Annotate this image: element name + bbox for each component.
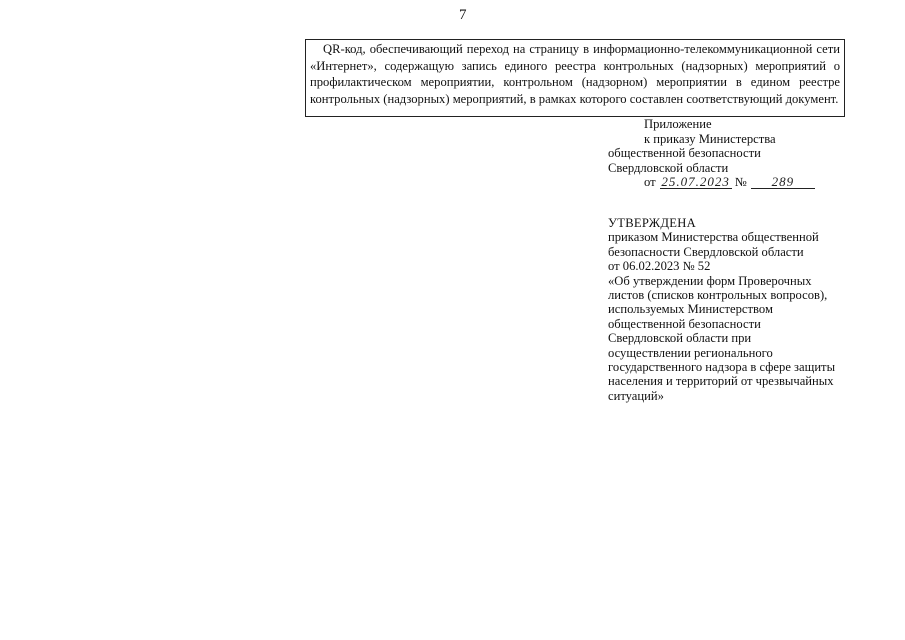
qr-code-notice-text: QR-код, обеспечивающий переход на страницу в информационно-телекоммуникационной сети «Интернет», содержащую запись единого реестра контрольных (надзорных) мероприятий о профилактическом мероприятии, контрольном (надзорном) мероприятии в едином реестре контрольных (надзорных) мероприятий, в рамках которого составлен соответствующий документ. xyxy=(310,42,840,106)
date-prefix: от xyxy=(644,175,656,190)
approval-line: осуществлении регионального xyxy=(608,345,773,360)
handwritten-number: 289 xyxy=(751,175,815,189)
approval-line: государственного надзора в сфере защиты xyxy=(608,360,836,375)
approval-line: Свердловской области при xyxy=(608,331,752,346)
approval-line: от 06.02.2023 № 52 xyxy=(608,259,711,274)
appendix-title: Приложение xyxy=(644,117,712,131)
handwritten-date: 25.07.2023 xyxy=(661,174,730,190)
appendix-order-line xyxy=(608,175,848,190)
approval-line: ситуаций» xyxy=(608,388,664,403)
appendix-ministry: общественной безопасности xyxy=(608,146,761,161)
appendix-header xyxy=(608,117,848,190)
qr-code-notice-box xyxy=(305,39,845,117)
approval-line: общественной безопасности xyxy=(608,316,761,331)
number-prefix: № xyxy=(734,175,747,190)
approval-block xyxy=(608,216,853,403)
approval-line: приказом Министерства общественной xyxy=(608,230,819,245)
approval-line: безопасности Свердловской области xyxy=(608,244,804,259)
approval-line: листов (списков контрольных вопросов), xyxy=(608,288,828,303)
approval-title: УТВЕРЖДЕНА xyxy=(608,216,697,230)
approval-line: «Об утверждении форм Проверочных xyxy=(608,273,812,288)
appendix-order-ref: к приказу Министерства xyxy=(644,131,776,146)
page-number: 7 xyxy=(459,7,467,23)
approval-line: используемых Министерством xyxy=(608,302,773,317)
appendix-region: Свердловской области xyxy=(608,160,729,175)
approval-line: населения и территорий от чрезвычайных xyxy=(608,374,834,389)
